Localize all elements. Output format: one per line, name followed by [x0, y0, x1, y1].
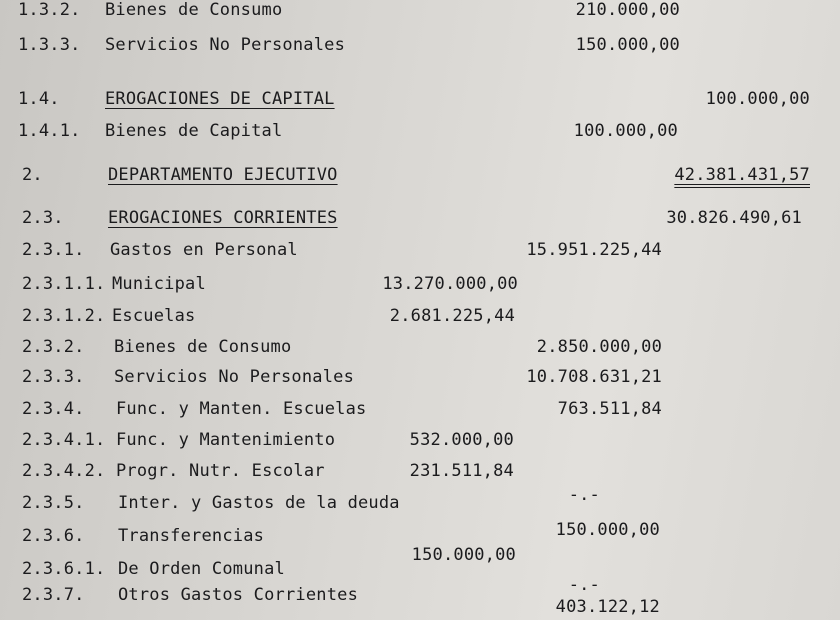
account-label: Escuelas — [112, 306, 196, 326]
budget-row — [0, 545, 840, 582]
subtotal-amount: 15.951.225,44 — [526, 240, 662, 260]
subtotal-amount: -.- — [568, 485, 600, 505]
budget-row — [0, 458, 840, 484]
account-code: 2.3.3. — [22, 367, 85, 387]
account-code: 2.3.4. — [22, 399, 85, 419]
account-label: Servicios No Personales — [114, 367, 355, 387]
account-code: 2.3. — [22, 208, 64, 228]
account-label: Func. y Manten. Escuelas — [116, 399, 367, 419]
subtotal-amount: 10.708.631,21 — [526, 367, 662, 387]
detail-amount: 13.270.000,00 — [382, 274, 518, 294]
subtotal-amount: 150.000,00 — [555, 520, 660, 540]
budget-row — [0, 162, 840, 188]
account-label: Progr. Nutr. Escolar — [116, 461, 325, 481]
budget-row — [0, 32, 840, 58]
budget-row — [0, 205, 840, 231]
subtotal-amount: 150.000,00 — [575, 35, 680, 55]
account-label: Func. y Mantenimiento — [116, 430, 336, 450]
account-label: Servicios No Personales — [105, 35, 346, 55]
account-label: Bienes de Consumo — [105, 0, 283, 20]
account-code: 2.3.1. — [22, 240, 85, 260]
account-code: 1.3.2. — [18, 0, 81, 20]
budget-row — [0, 271, 840, 297]
account-label: Gastos en Personal — [110, 240, 298, 260]
account-code: 1.4. — [18, 89, 60, 109]
budget-row — [0, 594, 840, 620]
account-code: 1.3.3. — [18, 35, 81, 55]
account-label: Inter. y Gastos de la deuda — [118, 493, 400, 513]
account-code: 2.3.2. — [22, 337, 85, 357]
account-code: 2.3.4.1. — [22, 430, 106, 450]
account-label: Municipal — [112, 274, 206, 294]
account-code: 2.3.6. — [22, 526, 85, 546]
budget-row — [0, 396, 840, 422]
budget-row — [0, 485, 840, 516]
budget-row — [0, 364, 840, 390]
budget-row — [0, 0, 840, 23]
account-code: 2.3.4.2. — [22, 461, 106, 481]
account-code: 2.3.7. — [22, 585, 85, 605]
account-code: 2.3.1.1. — [22, 274, 106, 294]
account-label: Otros Gastos Corrientes — [118, 585, 359, 605]
subtotal-amount: 763.511,84 — [557, 399, 662, 419]
total-amount: 100.000,00 — [705, 89, 810, 109]
account-code: 2.3.1.2. — [22, 306, 106, 326]
detail-amount: 532.000,00 — [409, 430, 514, 450]
section-heading: DEPARTAMENTO EJECUTIVO — [108, 165, 338, 185]
account-code: 2.3.5. — [22, 493, 85, 513]
account-code: 1.4.1. — [18, 121, 81, 141]
section-heading: EROGACIONES DE CAPITAL — [105, 89, 335, 109]
budget-row — [0, 427, 840, 453]
budget-row — [0, 86, 840, 112]
budget-row — [0, 334, 840, 360]
account-label: Transferencias — [118, 526, 265, 546]
subtotal-amount: 2.850.000,00 — [536, 337, 662, 357]
account-label: Bienes de Capital — [105, 121, 283, 141]
detail-amount: 150.000,00 — [411, 545, 516, 565]
budget-row — [0, 118, 840, 144]
account-code: 2. — [22, 165, 43, 185]
account-code: 2.3.6.1. — [22, 559, 106, 579]
total-amount: 30.826.490,61 — [666, 208, 802, 228]
budget-row — [0, 303, 840, 329]
detail-amount: 231.511,84 — [409, 461, 514, 481]
budget-row — [0, 237, 840, 263]
account-label: De Orden Comunal — [118, 559, 285, 579]
subtotal-amount: -.- — [568, 575, 600, 595]
detail-amount: 2.681.225,44 — [389, 306, 515, 326]
subtotal-amount: 100.000,00 — [573, 121, 678, 141]
subtotal-amount: 210.000,00 — [575, 0, 680, 20]
account-label: Bienes de Consumo — [114, 337, 292, 357]
subtotal-amount: 403.122,12 — [555, 597, 660, 617]
grand-total-amount: 42.381.431,57 — [674, 165, 810, 185]
section-heading: EROGACIONES CORRIENTES — [108, 208, 338, 228]
